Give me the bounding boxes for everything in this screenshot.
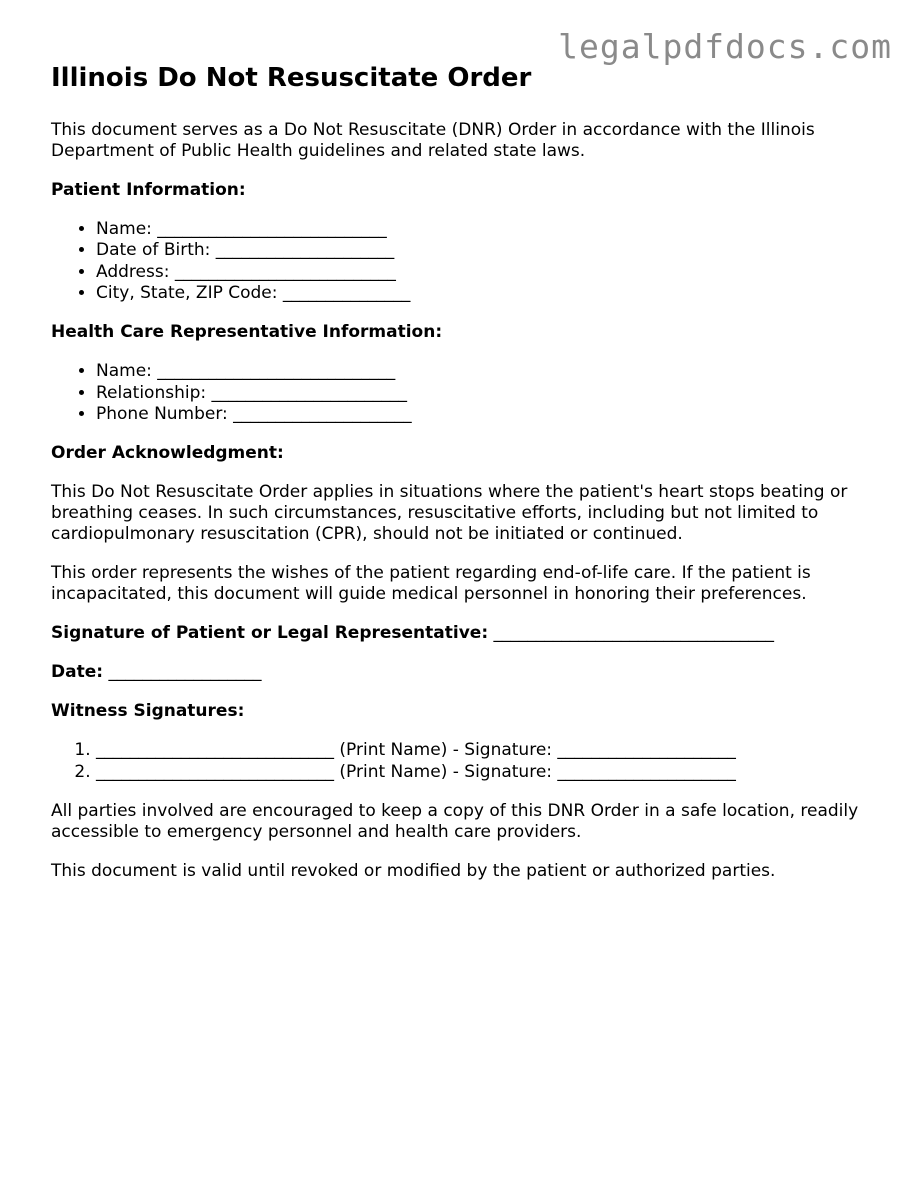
witness-signatures-heading: Witness Signatures: [51,701,245,722]
acknowledgment-paragraph-1: This Do Not Resuscitate Order applies in situations where the patient's heart stops beating or breathing ceases. In such circumstances, resuscitative efforts, including but not limited to cardiopulmonary resuscitation (CPR), should not be initiated or continued. [51,482,848,545]
witness-2-field: 2. ____________________________ (Print Name) - Signature: _____________________ [96,762,881,783]
closing-paragraph-1: All parties involved are encouraged to keep a copy of this DNR Order in a safe location, readily accessible to emergency personnel and health care providers. [51,800,859,842]
representative-info-list [51,361,881,425]
patient-info-heading: Patient Information: [51,180,246,201]
date-label: Date: [51,662,104,683]
representative-relationship-field: • Relationship: _______________________ [96,383,881,404]
signature-line [51,623,881,644]
acknowledgment-paragraph-2: This order represents the wishes of the patient regarding end-of-life care. If the patient is incapacitated, this document will guide medical personnel in honoring their preferences. [51,563,811,605]
witness-list [51,740,881,783]
patient-info-list [51,219,881,304]
representative-phone-field: • Phone Number: _____________________ [96,404,881,425]
watermark: legalpdfdocs.com [558,27,892,66]
patient-address-field: • Address: __________________________ [96,262,881,283]
closing-paragraph-2: This document is valid until revoked or modified by the patient or authorized parties. [51,860,776,881]
order-acknowledgment-heading: Order Acknowledgment: [51,443,284,464]
representative-info-heading: Health Care Representative Information: [51,322,443,343]
patient-city-state-zip-field: • City, State, ZIP Code: _______________ [96,283,881,304]
document-body [51,63,881,900]
intro-paragraph: This document serves as a Do Not Resuscitate (DNR) Order in accordance with the Illinois Department of Public Health guidelines and related state laws. [51,120,815,162]
patient-name-field: • Name: ___________________________ [96,219,881,240]
date-blank: __________________ [103,662,262,683]
patient-dob-field: • Date of Birth: _____________________ [96,240,881,261]
signature-label: Signature of Patient or Legal Representative: [51,623,489,644]
representative-name-field: • Name: ____________________________ [96,361,881,382]
date-line [51,662,881,683]
signature-blank: _________________________________ [488,623,775,644]
witness-1-field: 1. ____________________________ (Print Name) - Signature: _____________________ [96,740,881,761]
document-title: Illinois Do Not Resuscitate Order [51,63,532,93]
